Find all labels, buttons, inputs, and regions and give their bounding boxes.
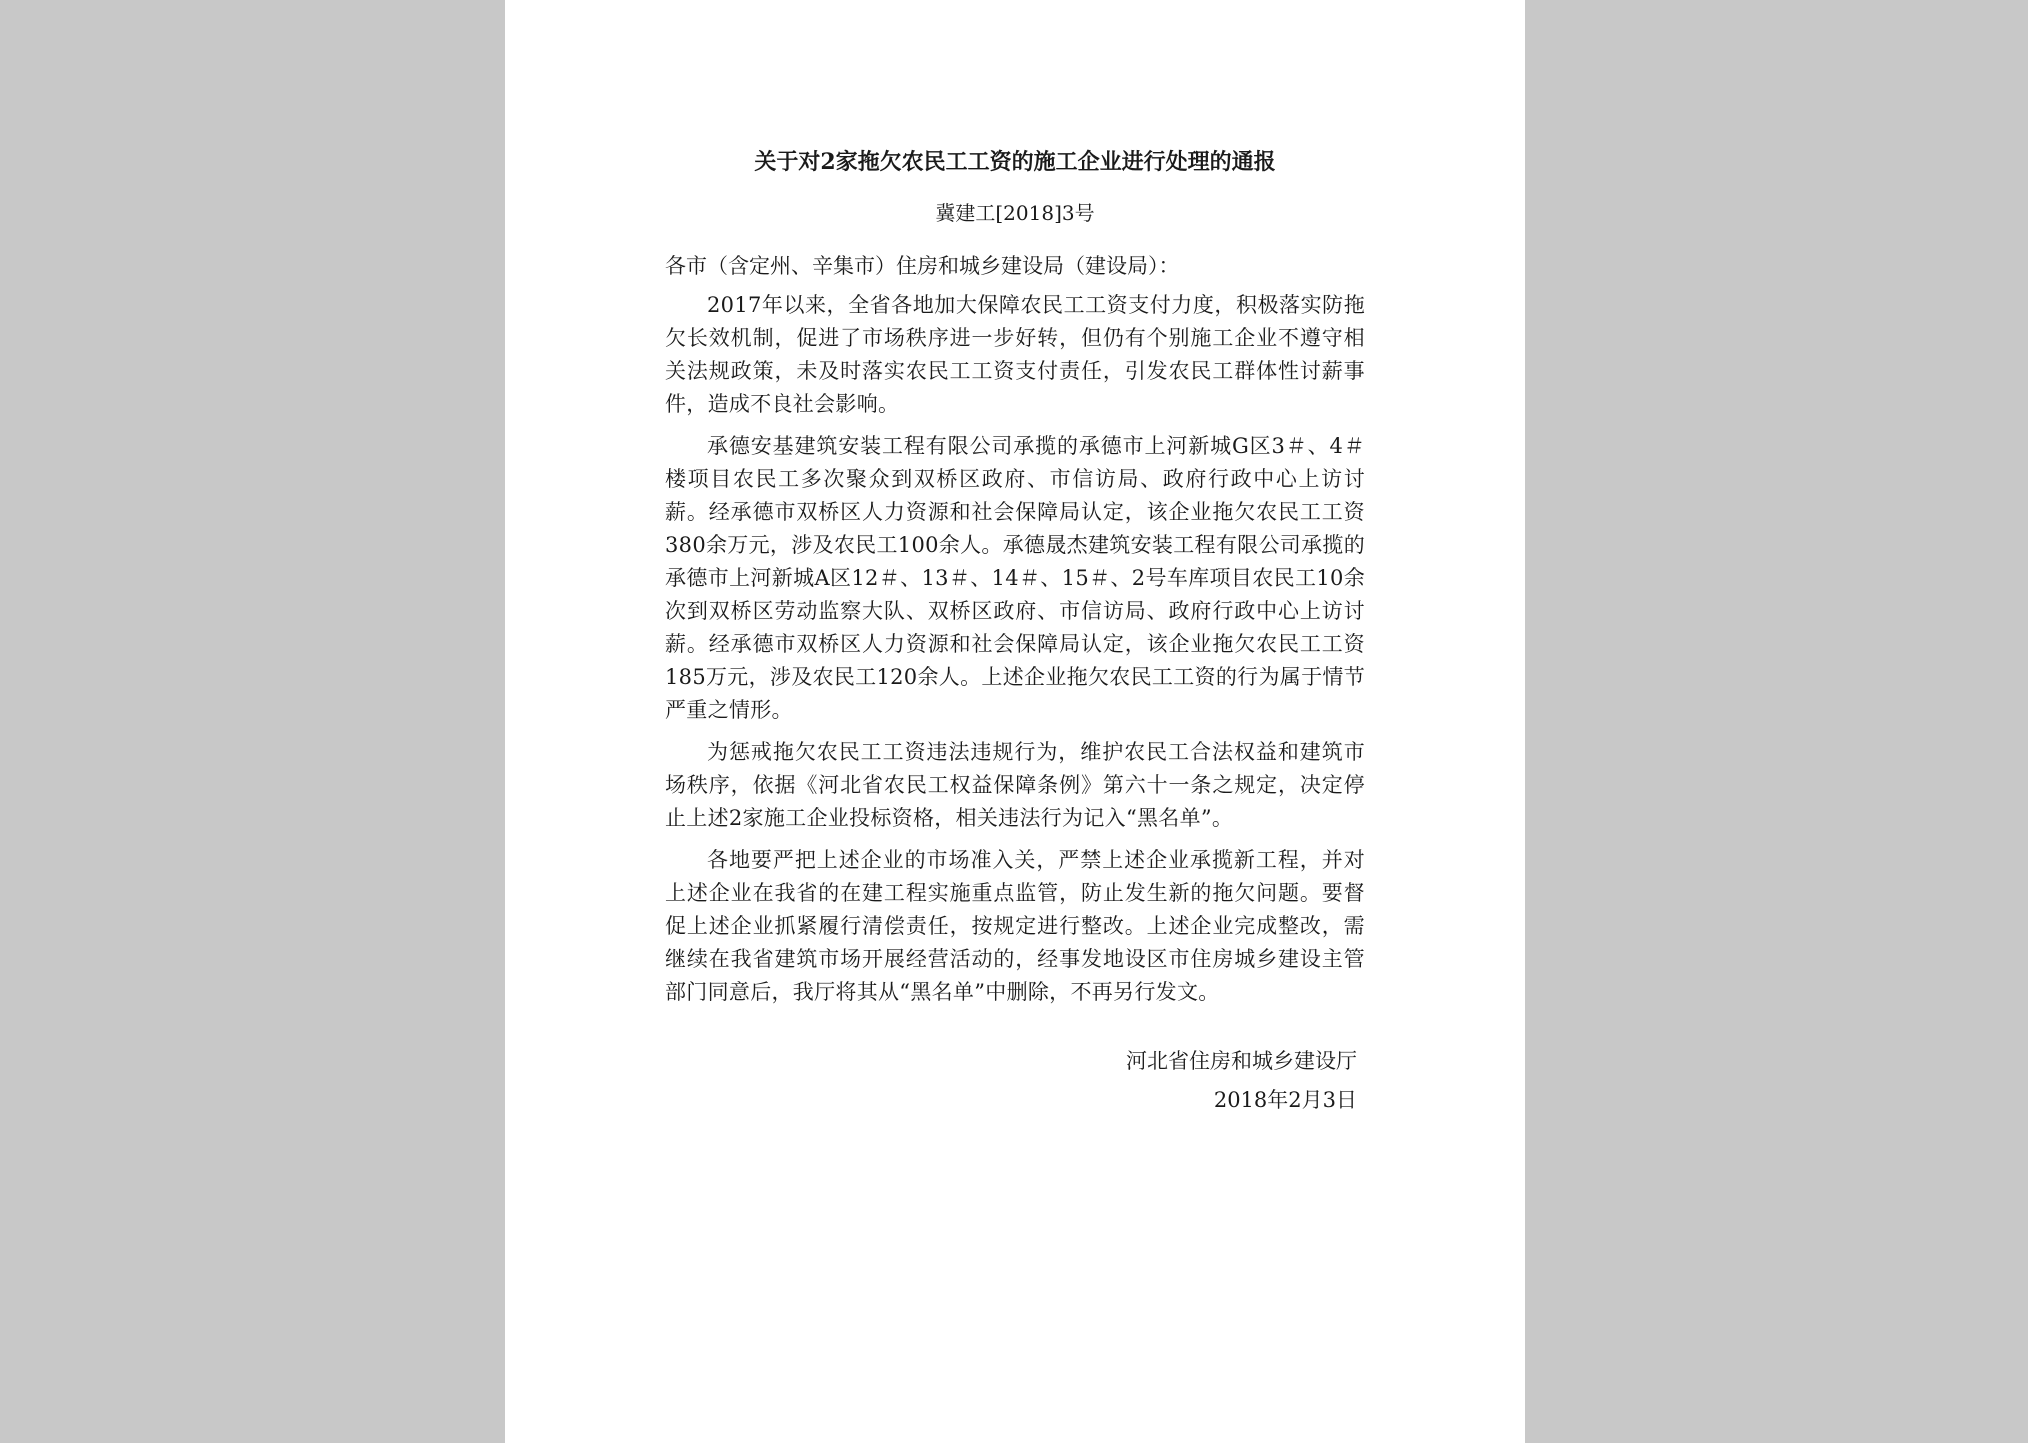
salutation: 各市（含定州、辛集市）住房和城乡建设局（建设局）：	[665, 254, 1180, 278]
document-number: 冀建工[2018]3号	[935, 201, 1095, 225]
document-body	[665, 140, 1365, 1117]
paragraph-3: 为惩戒拖欠农民工工资违法违规行为，维护农民工合法权益和建筑市场秩序，依据《河北省农民工权益保障条例》第六十一条之规定，决定停止上述2家施工企业投标资格，相关违法行为记入“黑名单”。	[665, 740, 1365, 830]
issuing-authority: 河北省住房和城乡建设厅	[1126, 1049, 1357, 1073]
paragraph-1: 2017年以来，全省各地加大保障农民工工资支付力度，积极落实防拖欠长效机制，促进了市场秩序进一步好转，但仍有个别施工企业不遵守相关法规政策，未及时落实农民工工资支付责任，引发农民工群体性讨薪事件，造成不良社会影响。	[665, 293, 1365, 416]
document-title: 关于对2家拖欠农民工工资的施工企业进行处理的通报	[754, 149, 1276, 175]
paragraph-4: 各地要严把上述企业的市场准入关，严禁上述企业承揽新工程，并对上述企业在我省的在建工程实施重点监管，防止发生新的拖欠问题。要督促上述企业抓紧履行清偿责任，按规定进行整改。上述企业完成整改，需继续在我省建筑市场开展经营活动的，经事发地设区市住房城乡建设主管部门同意后，我厅将其从“黑名单”中删除，不再另行发文。	[665, 848, 1365, 1004]
issue-date: 2018年2月3日	[1213, 1088, 1357, 1112]
document-page	[505, 0, 1525, 1443]
paragraph-2: 承德安基建筑安装工程有限公司承揽的承德市上河新城G区3＃、4＃楼项目农民工多次聚众到双桥区政府、市信访局、政府行政中心上访讨薪。经承德市双桥区人力资源和社会保障局认定，该企业拖欠农民工工资380余万元，涉及农民工100余人。承德晟杰建筑安装工程有限公司承揽的承德市上河新城A区12＃、13＃、14＃、15＃、2号车库项目农民工10余次到双桥区劳动监察大队、双桥区政府、市信访局、政府行政中心上访讨薪。经承德市双桥区人力资源和社会保障局认定，该企业拖欠农民工工资185万元，涉及农民工120余人。上述企业拖欠农民工工资的行为属于情节严重之情形。	[665, 434, 1365, 722]
